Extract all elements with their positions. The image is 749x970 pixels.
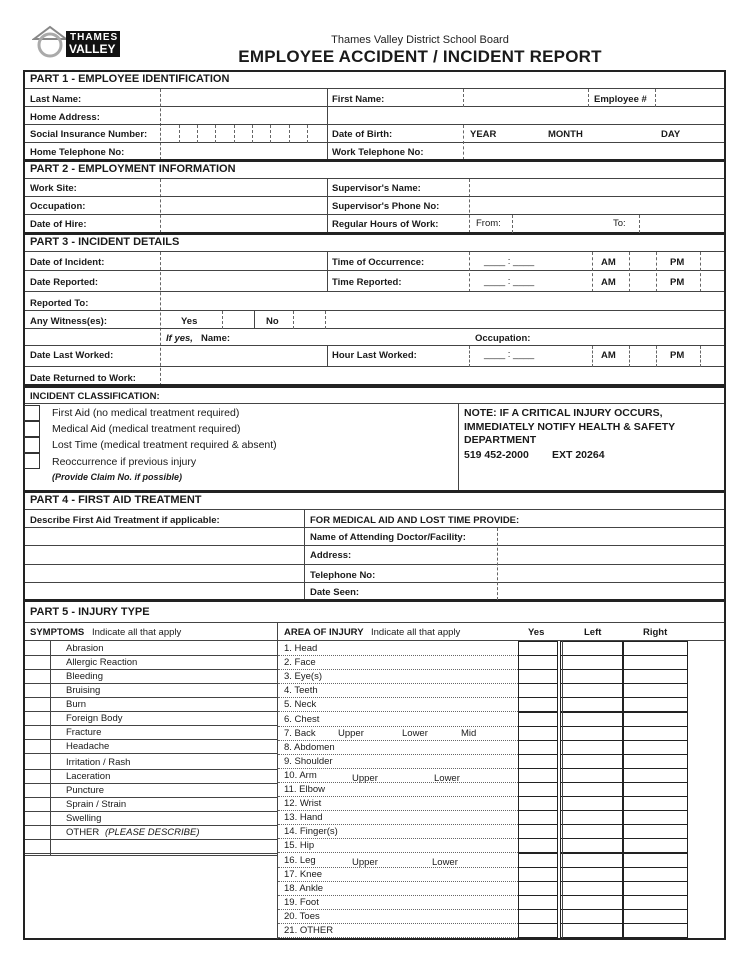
area-label: 5. Neck [284, 699, 317, 710]
describe-first-aid-label: Describe First Aid Treatment if applicable: [30, 515, 220, 526]
area-left-checkbox[interactable] [560, 641, 623, 656]
area-yes-checkbox[interactable] [518, 768, 558, 783]
area-label: 19. Foot [284, 897, 319, 908]
first-aid-description-input[interactable] [26, 529, 303, 600]
date-of-hire-label: Date of Hire: [30, 219, 87, 230]
area-label: 3. Eye(s) [284, 671, 323, 682]
area-yes-checkbox[interactable] [518, 853, 558, 868]
area-right-checkbox[interactable] [623, 923, 688, 938]
first-name-input[interactable] [464, 90, 587, 106]
area-left-checkbox[interactable] [560, 824, 623, 839]
leg-upper-label: Upper [352, 857, 378, 868]
last-worked-pm-checkbox[interactable] [701, 347, 722, 366]
date-returned-input[interactable] [161, 368, 721, 385]
occupation-label: Occupation: [30, 201, 86, 212]
occurrence-pm-label: PM [670, 257, 685, 268]
symptom-label: Fracture [66, 727, 102, 738]
area-yes-checkbox[interactable] [518, 867, 558, 882]
symptoms-title: SYMPTOMS [30, 627, 85, 638]
hours-from-label: From: [476, 218, 501, 229]
hours-to-input[interactable] [640, 216, 722, 232]
supervisor-name-label: Supervisor's Name: [332, 183, 421, 194]
reported-pm-checkbox[interactable] [701, 272, 722, 291]
area-yes-checkbox[interactable] [518, 712, 558, 727]
area-left-checkbox[interactable] [560, 867, 623, 882]
area-title: AREA OF INJURY [284, 627, 364, 638]
area-left-checkbox[interactable] [560, 838, 623, 853]
back-mid-label: Mid [461, 728, 477, 739]
home-phone-label: Home Telephone No: [30, 147, 125, 158]
date-last-worked-input[interactable] [161, 347, 326, 366]
classification-title: INCIDENT CLASSIFICATION: [30, 391, 160, 402]
area-label: 18. Ankle [284, 883, 324, 894]
last-name-label: Last Name: [30, 94, 82, 105]
area-label: 2. Face [284, 657, 316, 668]
organization-name: Thames Valley District School Board [331, 34, 509, 46]
dob-day-label: DAY [661, 129, 681, 140]
occurrence-am-label: AM [601, 257, 616, 268]
area-yes-checkbox[interactable] [518, 923, 558, 938]
area-right-checkbox[interactable] [623, 782, 688, 797]
symptom-label: Abrasion [66, 643, 104, 654]
symptom-label: Puncture [66, 785, 105, 796]
area-left-checkbox[interactable] [560, 683, 623, 698]
work-phone-label: Work Telephone No: [332, 147, 424, 158]
witness-yes-label: Yes [181, 316, 198, 327]
witness-name-input[interactable] [232, 330, 472, 345]
health-safety-phone: 519 452-2000 [464, 449, 529, 461]
symptoms-hint: Indicate all that apply [92, 627, 182, 638]
witness-occupation-input[interactable] [535, 330, 721, 345]
symptom-checkbox[interactable] [26, 840, 49, 852]
hours-to-label: To: [613, 218, 626, 229]
any-witness-label: Any Witness(es): [30, 316, 107, 327]
area-right-checkbox[interactable] [623, 697, 688, 712]
date-seen-label: Date Seen: [310, 587, 360, 598]
area-label: 9. Shoulder [284, 756, 333, 767]
area-yes-checkbox[interactable] [518, 810, 558, 825]
area-right-checkbox[interactable] [623, 768, 688, 783]
area-right-checkbox[interactable] [623, 810, 688, 825]
area-right-checkbox[interactable] [623, 824, 688, 839]
sin-input[interactable] [161, 126, 326, 142]
occurrence-pm-checkbox[interactable] [701, 253, 722, 270]
area-yes-checkbox[interactable] [518, 683, 558, 698]
time-reported-label: Time Reported: [332, 277, 402, 288]
area-label: 7. Back [284, 728, 316, 739]
area-label: 6. Chest [284, 714, 320, 725]
symptom-checkbox[interactable] [26, 670, 49, 682]
area-right-checkbox[interactable] [623, 683, 688, 698]
area-left-checkbox[interactable] [560, 754, 623, 769]
area-label: 1. Head [284, 643, 318, 654]
area-left-checkbox[interactable] [560, 712, 623, 727]
area-left-checkbox[interactable] [560, 697, 623, 712]
area-label: 14. Finger(s) [284, 826, 338, 837]
col-left-label: Left [584, 627, 602, 638]
area-right-checkbox[interactable] [623, 669, 688, 684]
part5-title: PART 5 - INJURY TYPE [30, 606, 150, 618]
supervisor-phone-label: Supervisor's Phone No: [332, 201, 440, 212]
area-yes-checkbox[interactable] [518, 796, 558, 811]
claim-note: (Provide Claim No. if possible) [52, 472, 183, 482]
supervisor-name-input[interactable] [470, 180, 722, 196]
area-yes-checkbox[interactable] [518, 881, 558, 896]
witness-no-checkbox[interactable] [294, 312, 324, 328]
area-left-checkbox[interactable] [560, 853, 623, 868]
area-left-checkbox[interactable] [560, 740, 623, 755]
symptom-checkbox[interactable] [26, 726, 49, 738]
area-right-checkbox[interactable] [623, 895, 688, 910]
area-label: 11. Elbow [284, 784, 326, 795]
symptom-checkbox[interactable] [26, 642, 49, 654]
part4-title: PART 4 - FIRST AID TREATMENT [30, 494, 202, 506]
dob-year-label: YEAR [470, 129, 497, 140]
col-yes-label: Yes [528, 627, 545, 638]
area-right-checkbox[interactable] [623, 726, 688, 741]
area-yes-checkbox[interactable] [518, 726, 558, 741]
reported-am-checkbox[interactable] [630, 272, 655, 291]
symptom-label: Bleeding [66, 671, 103, 682]
symptom-checkbox[interactable] [26, 770, 49, 782]
date-of-incident-label: Date of Incident: [30, 257, 105, 268]
area-right-checkbox[interactable] [623, 712, 688, 727]
last-worked-am-label: AM [601, 350, 616, 361]
doctor-telephone-label: Telephone No: [310, 570, 376, 581]
doctor-address-label: Address: [310, 550, 352, 561]
doctor-label: Name of Attending Doctor/Facility: [310, 532, 466, 543]
last-worked-pm-label: PM [670, 350, 685, 361]
area-right-checkbox[interactable] [623, 838, 688, 853]
part2-title: PART 2 - EMPLOYMENT INFORMATION [30, 163, 236, 175]
area-yes-checkbox[interactable] [518, 754, 558, 769]
area-left-checkbox[interactable] [560, 895, 623, 910]
doctor-address-input[interactable] [498, 547, 722, 564]
symptom-checkbox[interactable] [26, 756, 49, 768]
area-label: 15. Hip [284, 840, 315, 851]
date-reported-label: Date Reported: [30, 277, 99, 288]
hour-last-worked-label: Hour Last Worked: [332, 350, 417, 361]
symptom-label: Sprain / Strain [66, 799, 127, 810]
row-witness [25, 311, 724, 329]
symptom-checkbox[interactable] [26, 698, 49, 710]
home-phone-input[interactable] [161, 144, 326, 159]
health-safety-ext: EXT 20264 [552, 449, 605, 461]
lost-time-checkbox[interactable] [24, 437, 40, 453]
lost-time-label: Lost Time (medical treatment required & absent) [52, 439, 277, 451]
col-right-label: Right [643, 627, 668, 638]
symptom-checkbox[interactable] [26, 656, 49, 668]
date-of-incident-input[interactable] [161, 253, 326, 270]
area-label: 20. Toes [284, 911, 320, 922]
critical-note-line2: IMMEDIATELY NOTIFY HEALTH & SAFETY [464, 421, 676, 433]
reported-pm-label: PM [670, 277, 685, 288]
last-worked-am-checkbox[interactable] [630, 347, 655, 366]
symptom-label: Swelling [66, 813, 102, 824]
last-name-input[interactable] [161, 90, 326, 106]
leg-lower-label: Lower [432, 857, 458, 868]
arm-upper-label: Upper [352, 773, 378, 784]
symptom-checkbox[interactable] [26, 684, 49, 696]
supervisor-phone-input[interactable] [470, 198, 722, 214]
dob-label: Date of Birth: [332, 129, 393, 140]
area-yes-checkbox[interactable] [518, 909, 558, 924]
work-site-input[interactable] [161, 180, 326, 196]
area-right-checkbox[interactable] [623, 655, 688, 670]
dob-input[interactable] [464, 126, 722, 142]
other-describe-label: (PLEASE DESCRIBE) [105, 827, 200, 838]
area-yes-checkbox[interactable] [518, 740, 558, 755]
witness-no-label: No [266, 316, 279, 327]
area-right-checkbox[interactable] [623, 853, 688, 868]
area-left-checkbox[interactable] [560, 796, 623, 811]
first-aid-checkbox[interactable] [24, 405, 40, 421]
area-left-checkbox[interactable] [560, 923, 623, 938]
date-last-worked-label: Date Last Worked: [30, 350, 114, 361]
area-label: 12. Wrist [284, 798, 322, 809]
symptom-label: Foreign Body [66, 713, 123, 724]
for-medical-label: FOR MEDICAL AID AND LOST TIME PROVIDE: [310, 515, 520, 526]
symptom-checkbox[interactable] [26, 826, 49, 838]
area-label: 21. OTHER [284, 925, 334, 936]
occurrence-am-checkbox[interactable] [630, 253, 655, 270]
reoccurrence-label: Reoccurrence if previous injury [52, 456, 197, 468]
area-left-checkbox[interactable] [560, 810, 623, 825]
page-title: EMPLOYEE ACCIDENT / INCIDENT REPORT [238, 47, 602, 66]
area-label: 13. Hand [284, 812, 323, 823]
home-address-input[interactable] [161, 108, 721, 124]
symptom-label: Allergic Reaction [66, 657, 138, 668]
doctor-input[interactable] [498, 529, 722, 545]
date-returned-label: Date Returned to Work: [30, 373, 136, 384]
date-reported-input[interactable] [161, 272, 326, 291]
area-yes-checkbox[interactable] [518, 838, 558, 853]
sin-label: Social Insurance Number: [30, 129, 148, 140]
symptom-label: Irritation / Rash [66, 757, 131, 768]
symptom-checkbox[interactable] [26, 740, 49, 752]
date-of-hire-input[interactable] [161, 216, 326, 232]
symptom-label: Laceration [66, 771, 111, 782]
area-right-checkbox[interactable] [623, 740, 688, 755]
time-of-occurrence-input[interactable]: ____ : ____ [484, 256, 535, 267]
doctor-telephone-input[interactable] [498, 566, 722, 582]
area-yes-checkbox[interactable] [518, 669, 558, 684]
area-yes-checkbox[interactable] [518, 655, 558, 670]
symptom-label: Headache [66, 741, 110, 752]
logo-text-top: THAMES [70, 32, 119, 43]
area-left-checkbox[interactable] [560, 655, 623, 670]
part1-title: PART 1 - EMPLOYEE IDENTIFICATION [30, 73, 230, 85]
area-left-checkbox[interactable] [560, 768, 623, 783]
area-right-checkbox[interactable] [623, 867, 688, 882]
witness-name-label: Name: [201, 333, 231, 344]
hour-last-worked-input[interactable]: ____ : ____ [484, 349, 535, 360]
first-aid-label: First Aid (no medical treatment required) [52, 407, 240, 419]
date-seen-input[interactable] [498, 584, 722, 600]
area-yes-checkbox[interactable] [518, 895, 558, 910]
time-reported-input[interactable]: ____ : ____ [484, 276, 535, 287]
witness-occupation-label: Occupation: [475, 333, 531, 344]
employee-no-label: Employee # [594, 94, 647, 105]
area-label: 8. Abdomen [284, 742, 335, 753]
employee-no-input[interactable] [656, 90, 723, 106]
area-left-checkbox[interactable] [560, 782, 623, 797]
medical-aid-label: Medical Aid (medical treatment required) [52, 423, 241, 435]
symptom-checkbox[interactable] [26, 712, 49, 724]
area-left-checkbox[interactable] [560, 669, 623, 684]
back-lower-label: Lower [402, 728, 428, 739]
logo-text-bottom: VALLEY [69, 42, 116, 56]
back-upper-label: Upper [338, 728, 364, 739]
witness-yes-checkbox[interactable] [223, 312, 253, 328]
area-yes-checkbox[interactable] [518, 824, 558, 839]
area-label: 16. Leg [284, 855, 316, 866]
work-site-label: Work Site: [30, 183, 77, 194]
area-yes-checkbox[interactable] [518, 641, 558, 656]
first-name-label: First Name: [332, 94, 385, 105]
dob-month-label: MONTH [548, 129, 583, 140]
reoccurrence-checkbox[interactable] [24, 453, 40, 469]
if-yes-label: If yes, [166, 333, 193, 344]
reported-am-label: AM [601, 277, 616, 288]
work-phone-input[interactable] [464, 144, 722, 159]
area-label: 10. Arm [284, 770, 317, 781]
area-right-checkbox[interactable] [623, 754, 688, 769]
symptom-checkbox[interactable] [26, 784, 49, 796]
area-right-checkbox[interactable] [623, 909, 688, 924]
reported-to-label: Reported To: [30, 298, 89, 309]
occupation-input[interactable] [161, 198, 326, 214]
area-left-checkbox[interactable] [560, 909, 623, 924]
hours-from-input[interactable] [513, 216, 605, 232]
medical-aid-checkbox[interactable] [24, 421, 40, 437]
reported-to-input[interactable] [161, 293, 721, 310]
area-left-checkbox[interactable] [560, 881, 623, 896]
area-yes-checkbox[interactable] [518, 782, 558, 797]
area-right-checkbox[interactable] [623, 881, 688, 896]
part3-title: PART 3 - INCIDENT DETAILS [30, 236, 180, 248]
symptom-checkbox[interactable] [26, 798, 49, 810]
symptom-label: OTHER [66, 827, 100, 838]
area-yes-checkbox[interactable] [518, 697, 558, 712]
area-left-checkbox[interactable] [560, 726, 623, 741]
critical-note-line3: DEPARTMENT [464, 434, 537, 446]
area-right-checkbox[interactable] [623, 641, 688, 656]
area-label: 4. Teeth [284, 685, 318, 696]
area-hint: Indicate all that apply [371, 627, 461, 638]
critical-note-line1: NOTE: IF A CRITICAL INJURY OCCURS, [464, 407, 663, 419]
symptom-label: Bruising [66, 685, 101, 696]
time-of-occurrence-label: Time of Occurrence: [332, 257, 425, 268]
area-label: 17. Knee [284, 869, 323, 880]
area-right-checkbox[interactable] [623, 796, 688, 811]
symptom-checkbox[interactable] [26, 812, 49, 824]
arm-lower-label: Lower [434, 773, 460, 784]
home-address-label: Home Address: [30, 112, 100, 123]
symptom-label: Burn [66, 699, 87, 710]
regular-hours-label: Regular Hours of Work: [332, 219, 439, 230]
